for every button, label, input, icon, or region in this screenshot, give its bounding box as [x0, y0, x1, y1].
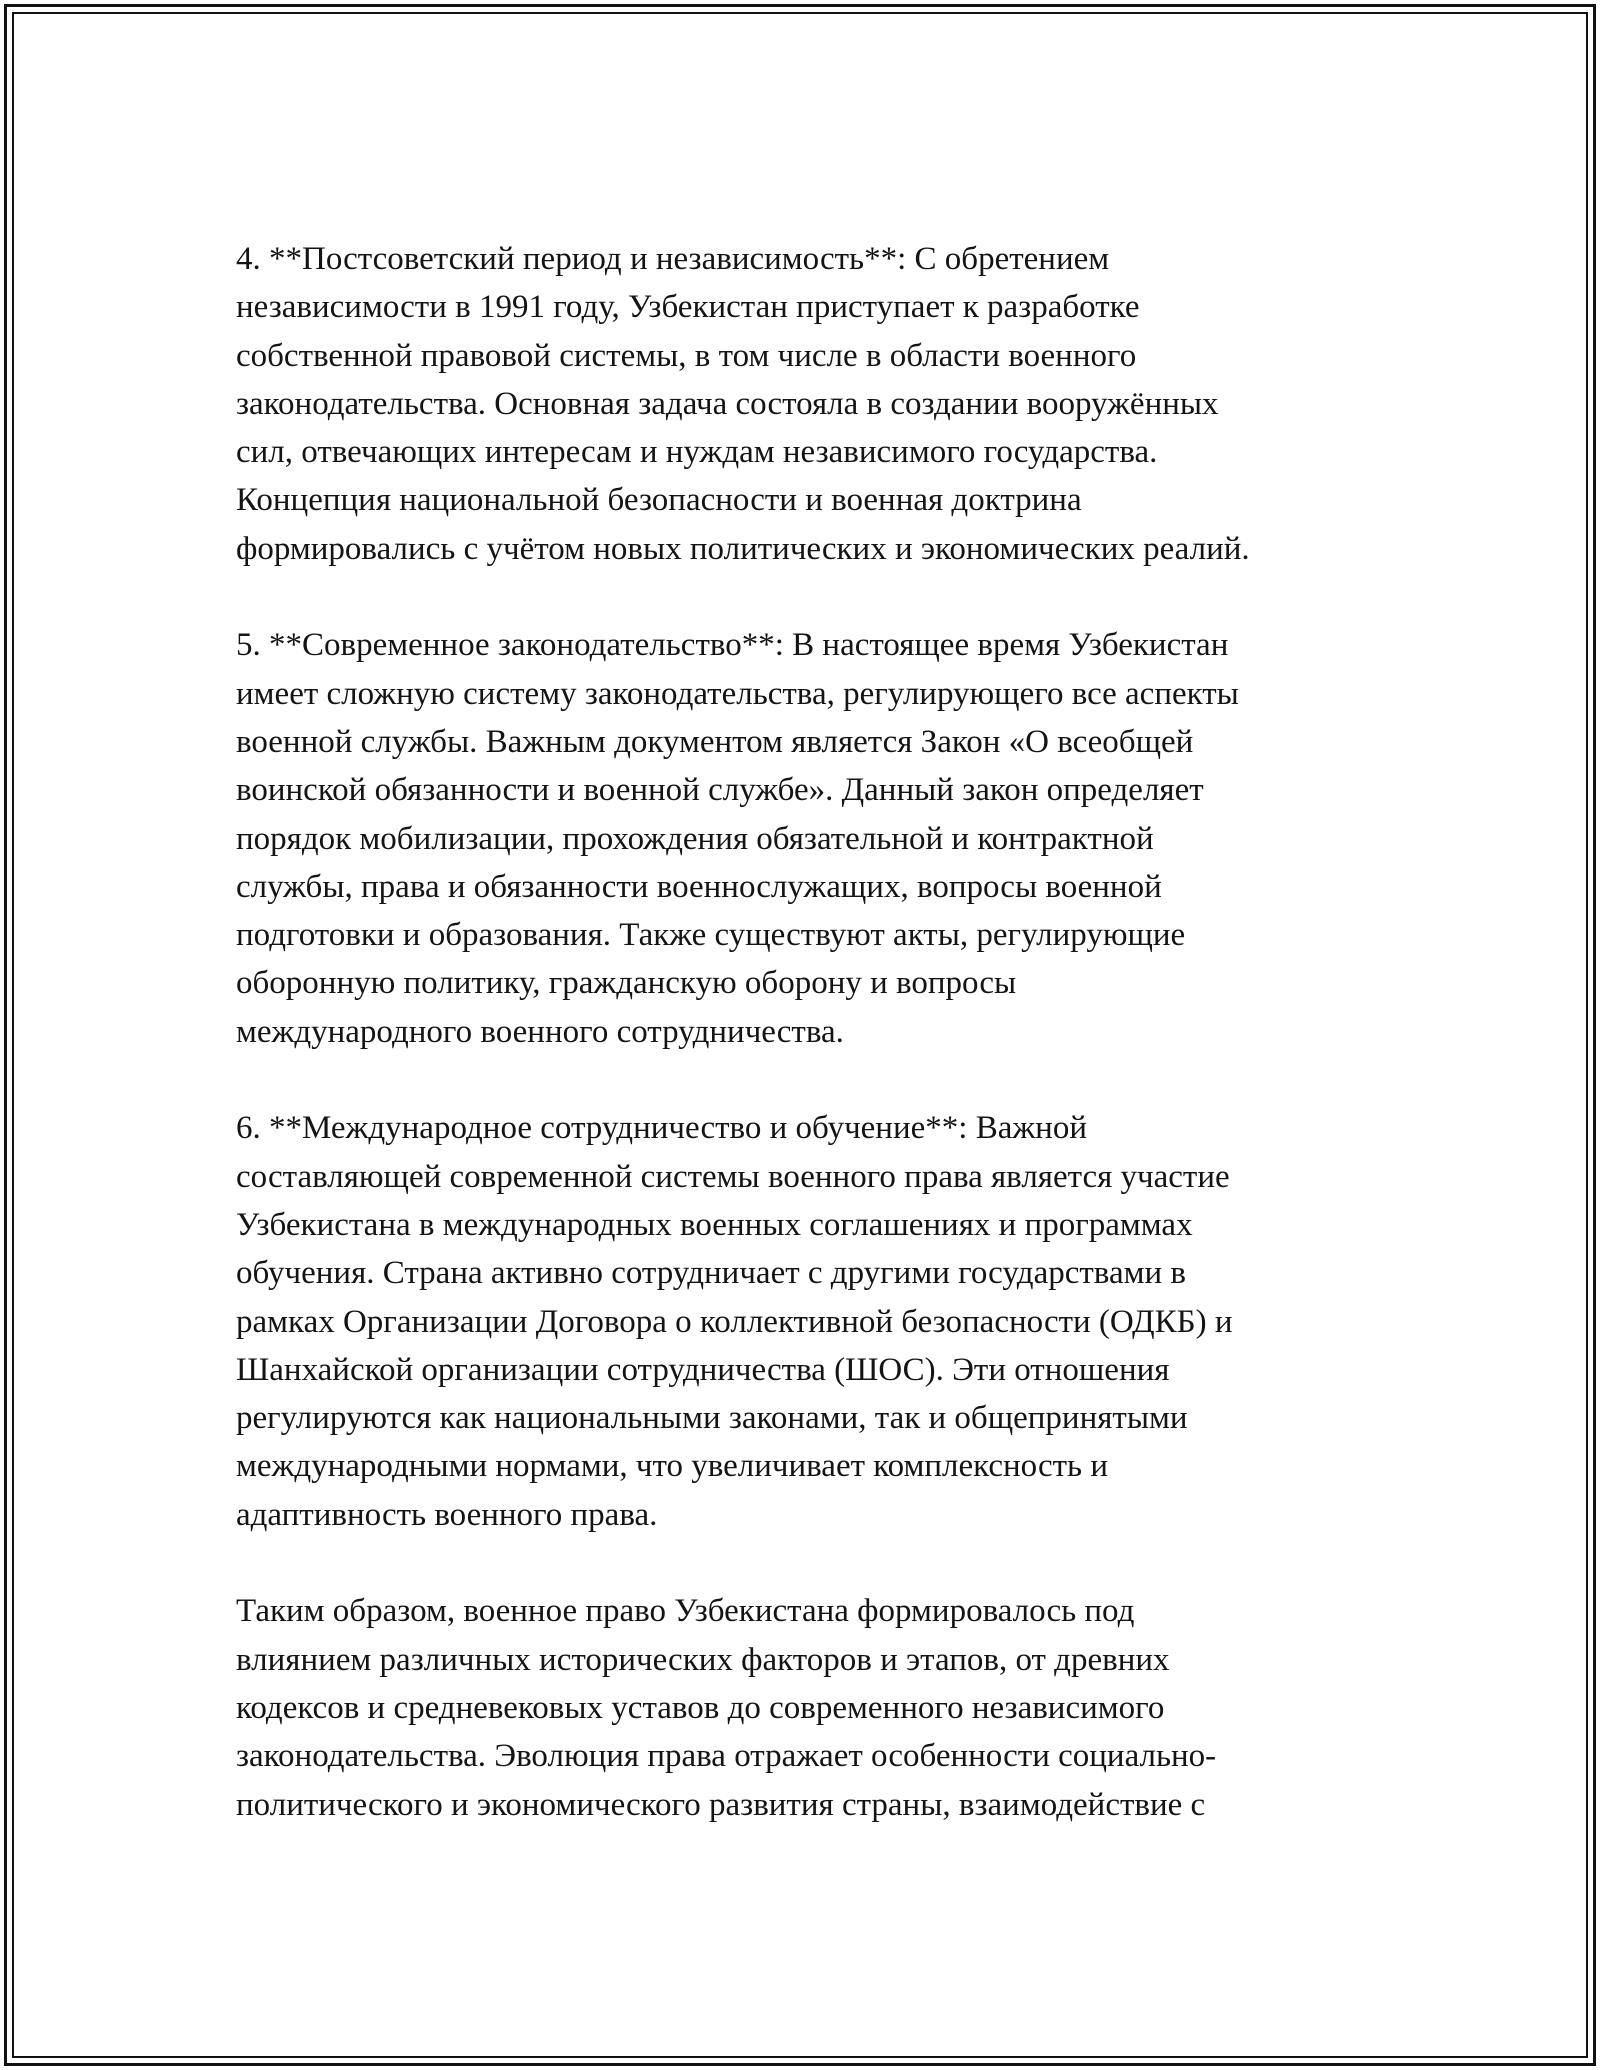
- paragraph-conclusion: [236, 1587, 1386, 1828]
- text-line: 4. **Постсоветский период и независимость**: С обретением: [236, 241, 1110, 277]
- text-line: влиянием различных исторических факторов и этапов, от древних: [236, 1641, 1170, 1678]
- text-line: сил, отвечающих интересам и нуждам независимого государства.: [236, 434, 1158, 471]
- text-line: законодательства. Основная задача состояла в создании вооружённых: [236, 385, 1219, 422]
- text-line: 6. **Международное сотрудничество и обучение**: Важной: [236, 1110, 1087, 1147]
- text-line: обучения. Страна активно сотрудничает с другими государствами в: [236, 1255, 1186, 1292]
- text-line: собственной правовой системы, в том числе в области военного: [236, 337, 1137, 374]
- text-line: независимости в 1991 году, Узбекистан приступает к разработке: [236, 289, 1140, 326]
- text-line: подготовки и образования. Также существуют акты, регулирующие: [236, 917, 1186, 954]
- text-line: законодательства. Эволюция права отражает особенности социально-: [236, 1738, 1217, 1775]
- text-line: порядок мобилизации, прохождения обязательной и контрактной: [236, 820, 1154, 857]
- text-line: составляющей современной системы военного права является участие: [236, 1158, 1230, 1195]
- text-line: адаптивность военного права.: [236, 1496, 658, 1533]
- text-line: международного военного сотрудничества.: [236, 1013, 844, 1050]
- paragraph-international-cooperation: [236, 1104, 1386, 1539]
- paragraph-modern-legislation: [236, 621, 1386, 1056]
- text-line: регулируются как национальными законами, так и общепринятыми: [236, 1400, 1188, 1437]
- text-line: 5. **Современное законодательство**: В настоящее время Узбекистан: [236, 627, 1229, 664]
- text-line: оборонную политику, гражданскую оборону и вопросы: [236, 965, 1017, 1002]
- text-line: службы, права и обязанности военнослужащих, вопросы военной: [236, 868, 1162, 905]
- text-line: Узбекистана в международных военных соглашениях и программах: [236, 1206, 1193, 1243]
- document-body: [236, 235, 1386, 1877]
- text-line: имеет сложную систему законодательства, регулирующего все аспекты: [236, 675, 1239, 712]
- text-line: политического и экономического развития страны, взаимодействие с: [236, 1786, 1206, 1823]
- text-line: Концепция национальной безопасности и военная доктрина: [236, 482, 1082, 519]
- text-line: международными нормами, что увеличивает комплексность и: [236, 1448, 1109, 1485]
- text-line: рамках Организации Договора о коллективной безопасности (ОДКБ) и: [236, 1303, 1233, 1340]
- text-line: военной службы. Важным документом является Закон «О всеобщей: [236, 723, 1194, 760]
- text-line: воинской обязанности и военной службе». Данный закон определяет: [236, 772, 1204, 809]
- text-line: Шанхайской организации сотрудничества (ШОС). Эти отношения: [236, 1351, 1170, 1388]
- paragraph-postsoviet: [236, 235, 1386, 573]
- text-line: кодексов и средневековых уставов до современного независимого: [236, 1689, 1165, 1726]
- text-line: Таким образом, военное право Узбекистана формировалось под: [236, 1593, 1135, 1630]
- text-line: формировались с учётом новых политических и экономических реалий.: [236, 530, 1250, 567]
